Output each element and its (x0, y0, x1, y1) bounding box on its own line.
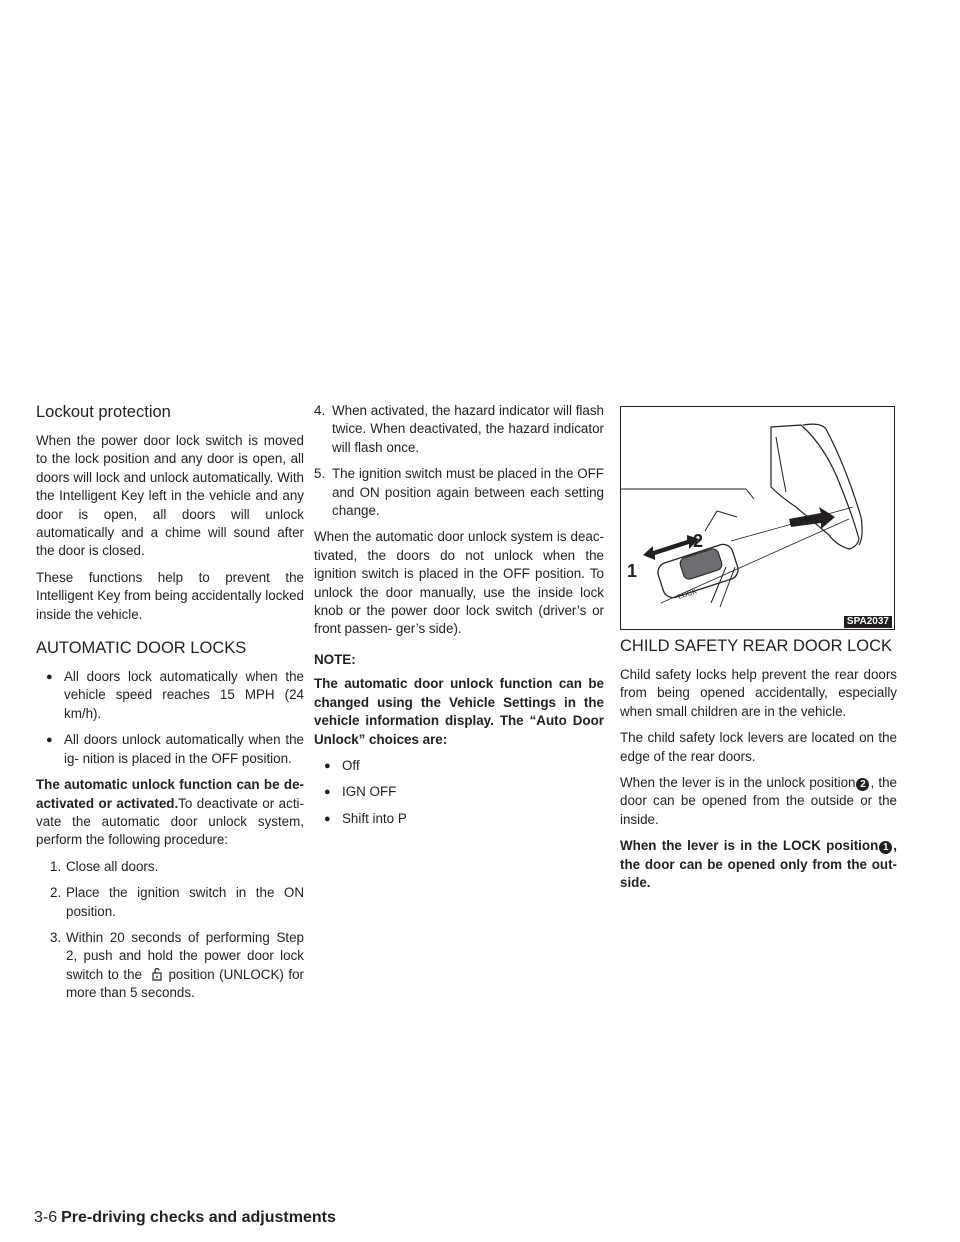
lockout-protection-heading: Lockout protection (36, 403, 171, 421)
lockout-paragraph-1: When the power door lock switch is moved to the lock position and any door is open, all doors will lock and unlock automatically. With the Intelligent Key left in the vehicle and any door is open, all doors will unlock automatically and a chime will sound after the door is closed. (36, 433, 304, 559)
step-2: 2. Place the ignition switch in the ON position. (50, 885, 304, 919)
figure-lock-text: LOCK (677, 588, 698, 601)
lockout-paragraph-2: These functions help to prevent the Intelligent Key from being accidentally locked inside the vehicle. (36, 569, 304, 622)
note-label: NOTE: (314, 651, 356, 667)
unlock-icon (146, 967, 168, 981)
procedure-steps-continued (314, 402, 604, 520)
step-4: 4. When activated, the hazard indicator will flash twice. When deactivated, the hazard indicator will flash once. (314, 403, 604, 455)
column-2 (314, 402, 604, 836)
column-3 (620, 636, 897, 900)
step-5: 5. The ignition switch must be placed in the OFF and ON position again between each setting change. (314, 466, 604, 519)
choice-ign-off: ● IGN OFF (324, 783, 604, 801)
figure-label-2: 2 (693, 531, 704, 551)
column-1 (36, 402, 304, 1011)
choice-shift-into-p: ● Shift into P (324, 810, 604, 828)
circled-2-icon: 2 (856, 778, 869, 791)
page-footer (34, 1209, 336, 1227)
child-safety-paragraph-3: When the lever is in the unlock position 2 , the door can be opened from the outside or the inside. (620, 775, 898, 827)
automatic-door-locks-heading: AUTOMATIC DOOR LOCKS (36, 639, 247, 658)
procedure-steps (36, 858, 304, 1003)
adl-bullet-1: ● All doors lock automatically when the vehicle speed reaches 15 MPH (24 km/h). (46, 668, 304, 723)
figure-code: SPA2037 (844, 616, 892, 628)
adl-bullet-2: ● All doors unlock automatically when the ig- nition is placed in the OFF position. (46, 731, 304, 768)
adl-bullet-list (36, 668, 304, 768)
child-lock-illustration (621, 407, 894, 629)
deactivated-paragraph: When the automatic door unlock system is deac- tivated, the doors do not unlock when the ignition switch is placed in the OFF position. To unlock the door manually, use the inside lock knob or the power door lock switch (driver’s or front passen- ger’s side). (314, 529, 604, 637)
figure-label-1: 1 (627, 561, 638, 581)
choice-off: ● Off (324, 757, 604, 775)
child-safety-paragraph-2: The child safety lock levers are located on the edge of the rear doors. (620, 730, 897, 764)
step-1: 1. Close all doors. (50, 858, 159, 874)
page-number: 3-6 (34, 1209, 58, 1226)
adl-intro-tail: To deactivate or acti- vate the automatic door unlock system, perform the following procedure: (36, 795, 304, 848)
adl-bold-lead: The automatic unlock function can be de- activated or activated. (36, 777, 304, 811)
child-safety-paragraph-1: Child safety locks help prevent the rear doors from being opened accidentally, especially when small children are in the vehicle. (620, 667, 897, 719)
note-text: The automatic door unlock function can be changed using the Vehicle Settings in the vehicle information display. The “Auto Door Unlock” choices are: (314, 676, 604, 747)
child-safety-paragraph-4: When the lever is in the LOCK position 1 , the door can be opened only from the out- side. (620, 838, 897, 891)
child-lock-figure (620, 406, 895, 630)
step-3: 3. Within 20 seconds of performing Step 2, push and hold the power door lock switch to the position (UNLOCK) for more than 5 seconds. (50, 929, 304, 1001)
auto-unlock-choices (314, 757, 604, 828)
circled-1-icon: 1 (879, 841, 892, 854)
child-safety-heading: CHILD SAFETY REAR DOOR LOCK (620, 637, 893, 655)
section-title: Pre-driving checks and adjustments (61, 1209, 336, 1226)
adl-intro-paragraph (36, 776, 304, 850)
